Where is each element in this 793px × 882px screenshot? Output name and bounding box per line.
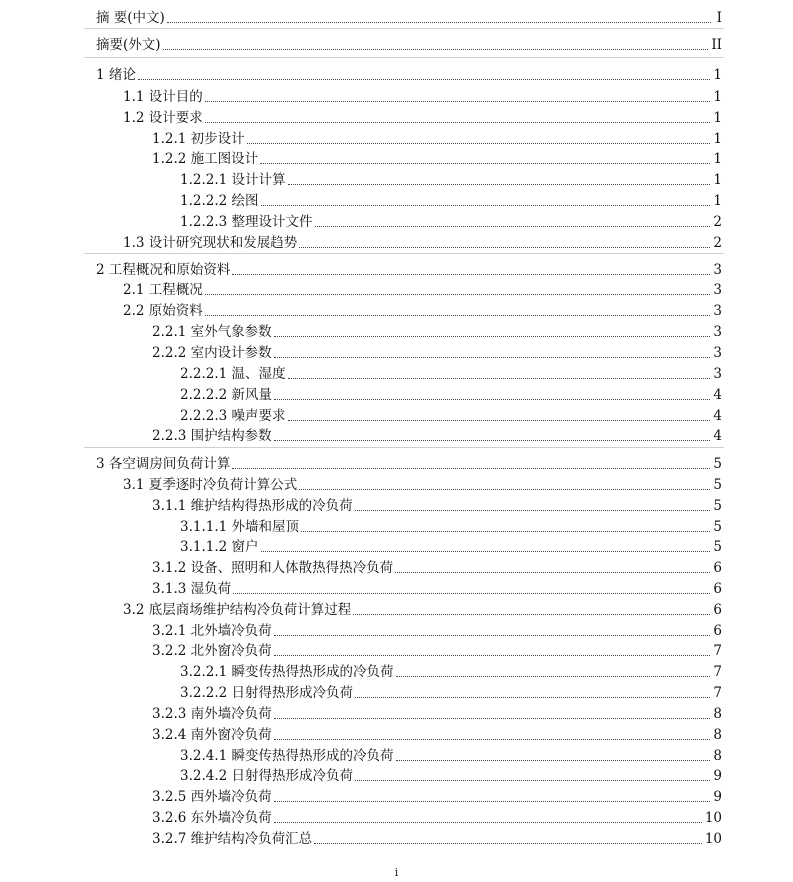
dot-leader (247, 143, 711, 144)
toc-entry-title: 3.1.1 维护结构得热形成的冷负荷 (152, 498, 353, 514)
toc-entry-title: 3.2 底层商场维护结构冷负荷计算过程 (123, 602, 352, 618)
dot-leader (261, 205, 711, 206)
toc-entry[interactable] (152, 788, 722, 806)
toc-entry-page: 9 (713, 768, 722, 784)
toc-entry-page: 5 (713, 456, 722, 472)
toc-entry-title: 1 绪论 (96, 67, 136, 83)
toc-entry[interactable] (123, 88, 722, 106)
toc-entry-page: 5 (713, 519, 722, 535)
toc-entry-title: 3.2.4.2 日射得热形成冷负荷 (180, 768, 354, 784)
toc-entry-page: 6 (713, 623, 722, 639)
toc-entry-title: 3.2.6 东外墙冷负荷 (152, 810, 272, 826)
dot-leader (274, 635, 711, 636)
dot-leader (288, 378, 711, 379)
toc-entry-title: 2.2.1 室外气象参数 (152, 324, 272, 340)
toc-entry-page: 3 (713, 324, 722, 340)
dot-leader (274, 718, 711, 719)
divider (84, 28, 724, 29)
toc-entry-title: 1.2.2.2 绘图 (180, 193, 259, 209)
dot-leader (260, 163, 710, 164)
toc-entry[interactable] (152, 559, 722, 577)
toc-entry-page: 3 (713, 303, 722, 319)
toc-entry[interactable] (152, 150, 722, 168)
toc-entry-title: 摘 要(中文) (96, 10, 165, 26)
toc-entry-title: 3.2.7 维护结构冷负荷汇总 (152, 831, 313, 847)
toc-entry-title: 2.2.2.1 温、湿度 (180, 366, 286, 382)
toc-entry[interactable] (180, 538, 722, 556)
toc-entry-page: 1 (713, 110, 722, 126)
toc-entry-title: 3.1.1.1 外墙和屋顶 (180, 519, 300, 535)
toc-entry-page: I (716, 10, 722, 26)
toc-entry-title: 2.2.2 室内设计参数 (152, 345, 272, 361)
toc-entry-page: 2 (713, 235, 722, 251)
toc-entry[interactable] (123, 302, 722, 320)
dot-leader (274, 655, 711, 656)
toc-entry[interactable] (123, 476, 722, 494)
toc-entry-title: 2 工程概况和原始资料 (96, 262, 231, 278)
toc-entry-title: 3.1.1.2 窗户 (180, 539, 259, 555)
dot-leader (205, 294, 711, 295)
dot-leader (232, 468, 710, 469)
toc-entry-title: 1.2 设计要求 (123, 110, 203, 126)
dot-leader (355, 780, 710, 781)
toc-entry[interactable] (152, 622, 722, 640)
toc-entry[interactable] (180, 747, 722, 765)
toc-entry-page: 3 (713, 282, 722, 298)
toc-entry[interactable] (152, 130, 722, 148)
toc-entry[interactable] (180, 767, 722, 785)
dot-leader (274, 822, 702, 823)
toc-entry[interactable] (96, 66, 722, 84)
toc-entry-page: 9 (713, 789, 722, 805)
toc-entry[interactable] (180, 365, 722, 383)
toc-entry-page: 1 (713, 67, 722, 83)
dot-leader (261, 551, 711, 552)
toc-entry-page: 5 (713, 539, 722, 555)
toc-entry[interactable] (180, 171, 722, 189)
toc-entry[interactable] (96, 9, 722, 27)
toc-entry[interactable] (123, 601, 722, 619)
divider (84, 253, 724, 254)
dot-leader (396, 676, 711, 677)
dot-leader (314, 843, 702, 844)
toc-entry-title: 1.3 设计研究现状和发展趋势 (123, 235, 298, 251)
toc-entry-page: 6 (713, 581, 722, 597)
toc-entry-title: 1.2.2.3 整理设计文件 (180, 214, 313, 230)
toc-entry-page: 6 (713, 602, 722, 618)
toc-entry[interactable] (152, 726, 722, 744)
toc-entry-page: 1 (713, 193, 722, 209)
toc-entry[interactable] (152, 497, 722, 515)
toc-entry[interactable] (123, 234, 722, 252)
toc-entry-page: 7 (713, 643, 722, 659)
toc-entry-title: 3.2.4 南外窗冷负荷 (152, 727, 272, 743)
dot-leader (299, 247, 710, 248)
toc-entry[interactable] (152, 344, 722, 362)
toc-entry-title: 2.2.2.2 新风量 (180, 387, 273, 403)
toc-entry-page: 4 (713, 428, 722, 444)
toc-entry-title: 3.2.1 北外墙冷负荷 (152, 623, 272, 639)
dot-leader (205, 315, 711, 316)
toc-entry-page: 10 (704, 810, 722, 826)
dot-leader (274, 801, 711, 802)
toc-entry[interactable] (96, 36, 722, 54)
toc-entry[interactable] (152, 427, 722, 445)
toc-entry-page: 1 (713, 151, 722, 167)
toc-entry-page: 4 (713, 387, 722, 403)
toc-entry[interactable] (96, 261, 722, 279)
dot-leader (167, 22, 711, 23)
toc-entry-title: 3.2.5 西外墙冷负荷 (152, 789, 272, 805)
toc-entry-title: 2.2 原始资料 (123, 303, 203, 319)
toc-entry-page: 1 (713, 172, 722, 188)
toc-entry-title: 1.1 设计目的 (123, 89, 203, 105)
toc-entry[interactable] (180, 192, 722, 210)
dot-leader (274, 357, 711, 358)
toc-entry-page: 10 (704, 831, 722, 847)
toc-entry-title: 1.2.2 施工图设计 (152, 151, 259, 167)
toc-entry-page: 8 (713, 706, 722, 722)
dot-leader (355, 510, 711, 511)
toc-entry[interactable] (152, 580, 722, 598)
toc-entry[interactable] (152, 323, 722, 341)
divider (84, 447, 724, 448)
toc-entry-page: 8 (713, 748, 722, 764)
toc-entry-title: 3.2.4.1 瞬变传热得热形成的冷负荷 (180, 748, 394, 764)
toc-entry-page: 1 (713, 89, 722, 105)
toc-entry-page: 8 (713, 727, 722, 743)
toc-entry-title: 3.2.2 北外窗冷负荷 (152, 643, 272, 659)
toc-entry-title: 2.2.2.3 噪声要求 (180, 408, 286, 424)
dot-leader (301, 531, 710, 532)
toc-entry-page: 5 (713, 498, 722, 514)
toc-entry[interactable] (180, 684, 722, 702)
page-number: i (394, 866, 399, 879)
dot-leader (315, 226, 711, 227)
dot-leader (205, 101, 711, 102)
dot-leader (288, 184, 711, 185)
toc-entry-title: 3 各空调房间负荷计算 (96, 456, 231, 472)
toc-entry-title: 1.2.2.1 设计计算 (180, 172, 286, 188)
toc-entry-title: 2.1 工程概况 (123, 282, 203, 298)
toc-entry-title: 3.1.2 设备、照明和人体散热得热冷负荷 (152, 560, 394, 576)
toc-entry[interactable] (96, 455, 722, 473)
toc-entry-title: 3.2.2.1 瞬变传热得热形成的冷负荷 (180, 664, 394, 680)
toc-entry-page: 5 (713, 477, 722, 493)
dot-leader (355, 697, 710, 698)
toc-entry-page: 3 (713, 366, 722, 382)
toc-entry-title: 3.2.3 南外墙冷负荷 (152, 706, 272, 722)
toc-entry[interactable] (152, 642, 722, 660)
toc-entry[interactable] (152, 830, 722, 848)
toc-entry-page: 6 (713, 560, 722, 576)
toc-entry-page: 3 (713, 345, 722, 361)
toc-entry-page: II (711, 37, 722, 53)
dot-leader (274, 739, 711, 740)
toc-entry-page: 1 (713, 131, 722, 147)
toc-entry[interactable] (152, 705, 722, 723)
dot-leader (163, 49, 709, 50)
toc-entry-page: 7 (713, 685, 722, 701)
divider (84, 57, 724, 58)
dot-leader (396, 760, 711, 761)
toc-entry-title: 摘要(外文) (96, 37, 161, 53)
dot-leader (233, 593, 710, 594)
toc-entry-title: 1.2.1 初步设计 (152, 131, 245, 147)
toc-entry-title: 2.2.3 围护结构参数 (152, 428, 272, 444)
dot-leader (353, 614, 710, 615)
dot-leader (395, 572, 710, 573)
dot-leader (288, 420, 711, 421)
toc-entry[interactable] (180, 407, 722, 425)
toc-entry-page: 7 (713, 664, 722, 680)
toc-entry[interactable] (180, 386, 722, 404)
dot-leader (205, 122, 711, 123)
dot-leader (274, 336, 711, 337)
toc-entry[interactable] (123, 281, 722, 299)
dot-leader (299, 489, 710, 490)
toc-entry-page: 3 (713, 262, 722, 278)
toc-entry[interactable] (180, 663, 722, 681)
dot-leader (232, 274, 710, 275)
toc-entry-title: 3.2.2.2 日射得热形成冷负荷 (180, 685, 354, 701)
toc-entry[interactable] (152, 809, 722, 827)
toc-entry[interactable] (180, 518, 722, 536)
toc-entry-page: 4 (713, 408, 722, 424)
dot-leader (138, 79, 711, 80)
dot-leader (274, 399, 710, 400)
toc-entry[interactable] (123, 109, 722, 127)
toc-entry-page: 2 (713, 214, 722, 230)
toc-entry-title: 3.1.3 湿负荷 (152, 581, 232, 597)
toc-entry-title: 3.1 夏季逐时冷负荷计算公式 (123, 477, 298, 493)
dot-leader (274, 440, 711, 441)
toc-entry[interactable] (180, 213, 722, 231)
